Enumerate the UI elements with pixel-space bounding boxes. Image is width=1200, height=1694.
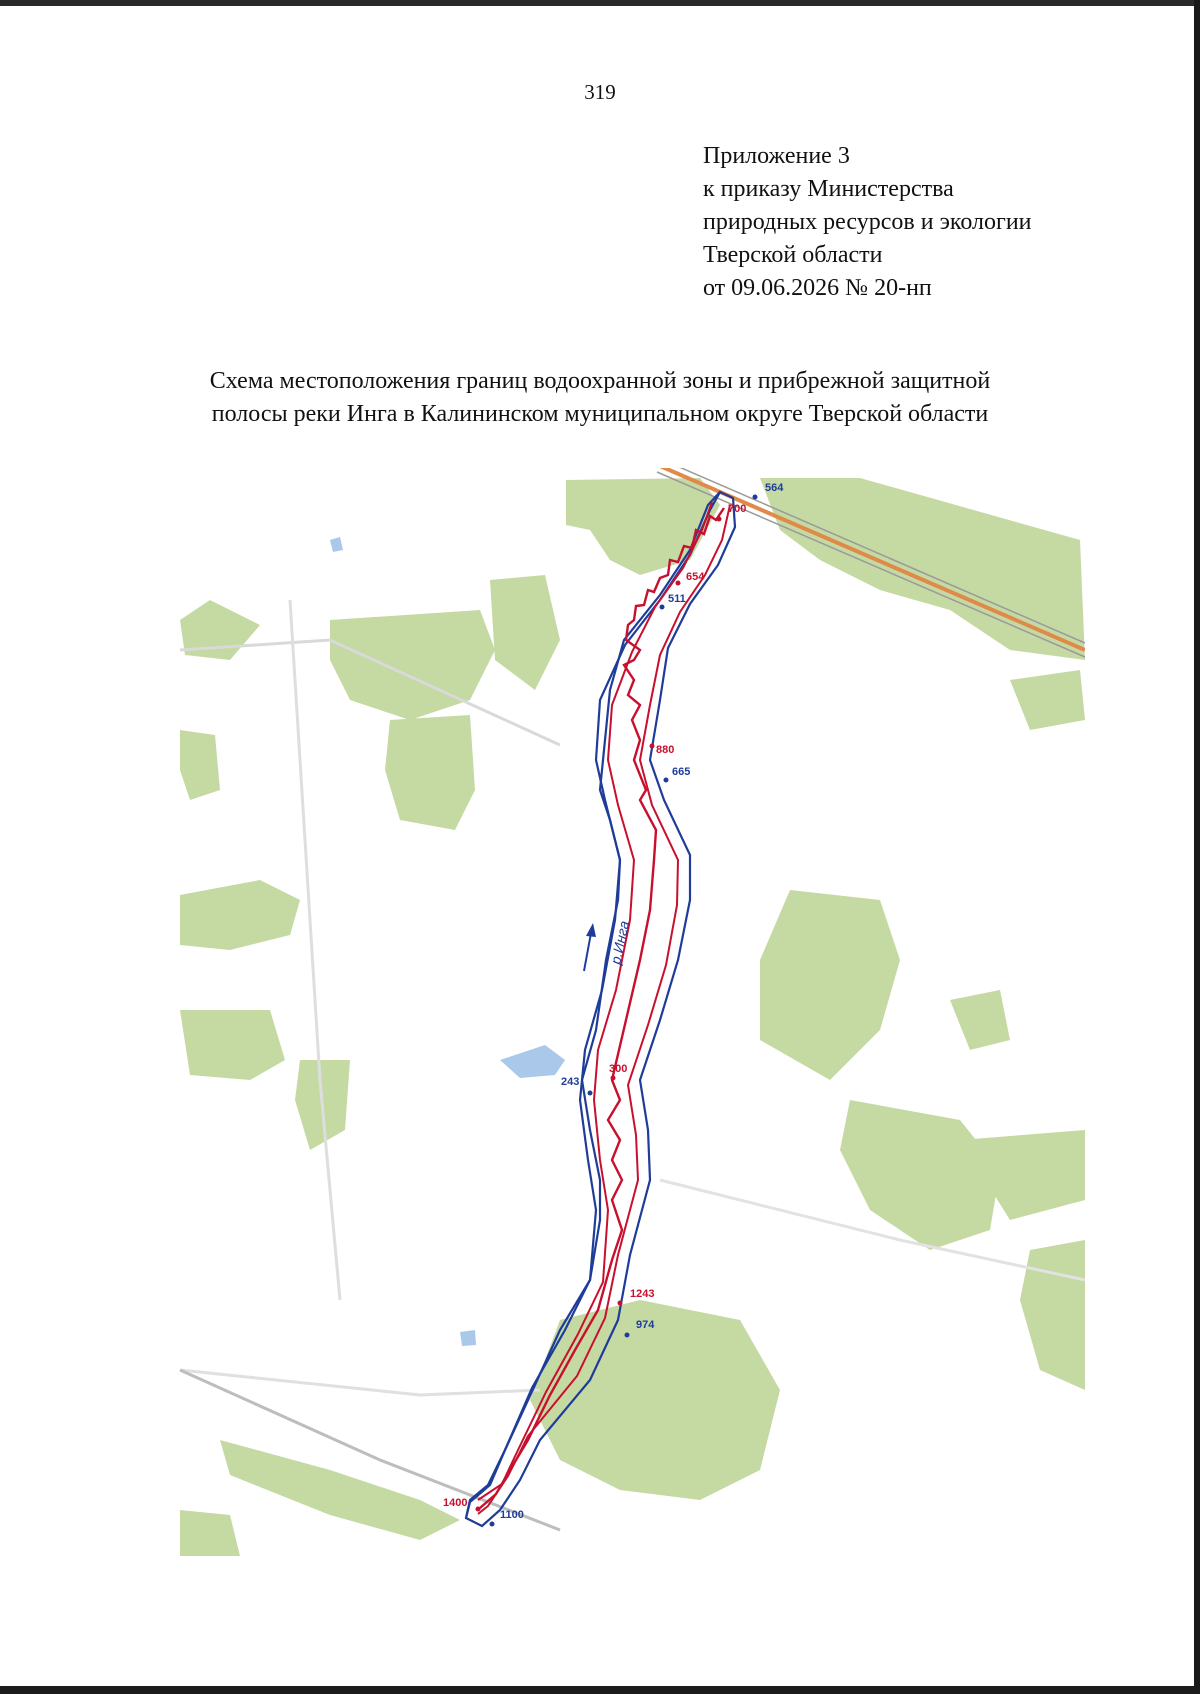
red-marker-dot <box>611 1076 616 1081</box>
marker-label-red: 1400 <box>443 1497 468 1509</box>
appendix-line-4: Тверской области <box>703 242 883 268</box>
red-marker-dot <box>476 1507 481 1512</box>
document-title-line-2: полосы реки Инга в Калининском муниципальном округе Тверской области <box>211 401 989 427</box>
document-title-line-1: Схема местоположения границ водоохранной зоны и прибрежной защитной <box>209 368 991 394</box>
appendix-line-1: Приложение 3 <box>703 143 850 169</box>
blue-marker-dot <box>660 605 665 610</box>
appendix-line-3: природных ресурсов и экологии <box>703 209 1032 235</box>
river-name-label: р.Инга <box>607 919 633 966</box>
red-marker-dot <box>717 517 722 522</box>
red-marker-dot <box>650 744 655 749</box>
marker-label-blue: 1100 <box>500 1509 524 1521</box>
blue-marker-dot <box>588 1091 593 1096</box>
appendix-line-2: к приказу Министерства <box>703 176 954 202</box>
marker-label-blue: 665 <box>672 766 691 778</box>
marker-label-red: 880 <box>656 744 675 756</box>
marker-label-blue: 974 <box>636 1319 655 1331</box>
forest-patch <box>385 715 475 830</box>
blue-marker-dot <box>753 495 758 500</box>
marker-label-blue: 511 <box>668 593 686 605</box>
blue-marker-dot <box>664 778 669 783</box>
red-marker-dot <box>676 581 681 586</box>
lake <box>460 1330 476 1346</box>
map-base <box>170 460 1090 1560</box>
page-number: 319 <box>584 80 616 104</box>
marker-label-red: 300 <box>609 1063 628 1075</box>
appendix-line-5: от 09.06.2026 № 20-нп <box>703 275 932 301</box>
marker-label-blue: 243 <box>561 1076 580 1088</box>
blue-marker-dot <box>625 1333 630 1338</box>
red-marker-dot <box>618 1301 623 1306</box>
marker-label-blue: 564 <box>765 482 784 494</box>
blue-marker-dot <box>490 1522 495 1527</box>
marker-label-red: 654 <box>686 571 705 583</box>
marker-label-red: 1243 <box>630 1288 655 1300</box>
marker-label-red: 700 <box>728 503 747 515</box>
